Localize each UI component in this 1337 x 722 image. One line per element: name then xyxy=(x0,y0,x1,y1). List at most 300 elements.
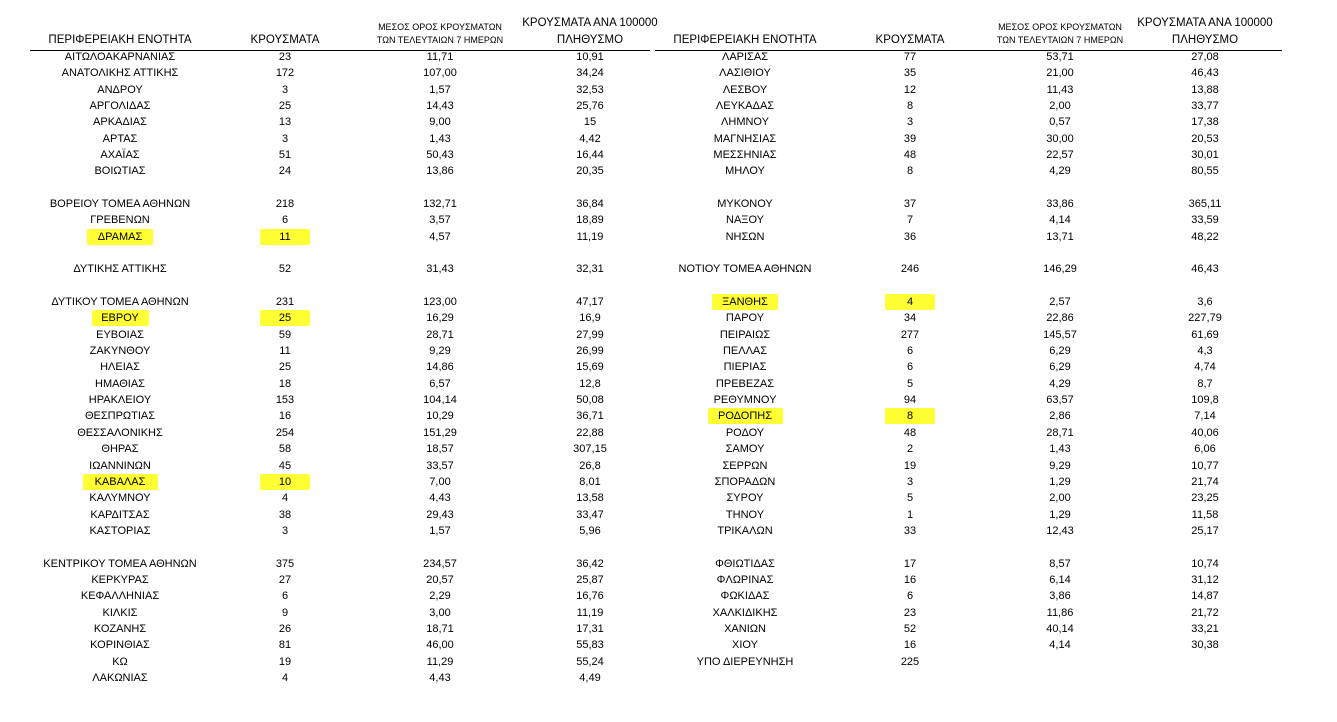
cell-region xyxy=(655,408,835,424)
table-row xyxy=(655,458,1295,474)
cases-value: 11 xyxy=(279,230,291,243)
cell-avg xyxy=(360,310,520,326)
cell-per100k xyxy=(520,65,660,81)
table-row xyxy=(30,376,670,392)
cases-value: 6 xyxy=(906,345,914,358)
table-row xyxy=(30,196,670,212)
region-value: ΚΕΡΚΥΡΑΣ xyxy=(91,573,149,586)
cell-per100k xyxy=(1130,196,1280,212)
cases-value: 218 xyxy=(275,198,295,211)
table-row-spacer xyxy=(655,278,1295,294)
header-region: ΠΕΡΙΦΕΡΕΙΑΚΗ ΕΝΟΤΗΤΑ xyxy=(48,34,192,46)
cell-per100k xyxy=(520,327,660,343)
per100k-value: 47,17 xyxy=(576,296,604,309)
cases-value: 94 xyxy=(903,394,917,407)
cell-per100k xyxy=(1130,637,1280,653)
avg-value: 11,86 xyxy=(1046,606,1074,619)
avg-value: 4,14 xyxy=(1049,639,1071,652)
cell-per100k xyxy=(1130,229,1280,245)
avg-value: 7,00 xyxy=(429,475,451,488)
header-region: ΠΕΡΙΦΕΡΕΙΑΚΗ ΕΝΟΤΗΤΑ xyxy=(673,34,817,46)
region-value: ΠΕΙΡΑΙΩΣ xyxy=(719,328,771,341)
cell-cases xyxy=(220,392,350,408)
region-value: ΤΡΙΚΑΛΩΝ xyxy=(717,524,773,537)
cell-cases xyxy=(220,637,350,653)
avg-value: 13,86 xyxy=(426,165,454,178)
cell-region xyxy=(655,637,835,653)
cell-per100k xyxy=(520,654,660,670)
cell-avg xyxy=(980,98,1140,114)
per100k-value: 48,22 xyxy=(1191,230,1219,243)
cases-value: 38 xyxy=(278,508,292,521)
region-value: ΜΥΚΟΝΟΥ xyxy=(717,198,773,211)
per100k-value: 26,99 xyxy=(576,345,604,358)
region-value: ΑΡΓΟΛΙΔΑΣ xyxy=(89,100,151,113)
cell-cases xyxy=(845,637,975,653)
table-row xyxy=(30,588,670,604)
per100k-value: 27,99 xyxy=(576,328,604,341)
cell-avg xyxy=(980,507,1140,523)
cell-cases xyxy=(845,556,975,572)
region-value: ΜΕΣΣΗΝΙΑΣ xyxy=(713,149,777,162)
region-value: ΛΗΜΝΟΥ xyxy=(721,116,769,129)
cell-region xyxy=(655,278,835,294)
cell-avg xyxy=(360,180,520,196)
cell-per100k xyxy=(520,458,660,474)
cell-region xyxy=(30,343,210,359)
cell-region xyxy=(655,147,835,163)
table-row xyxy=(655,376,1295,392)
cell-per100k xyxy=(1130,98,1280,114)
cell-cases xyxy=(220,147,350,163)
cell-cases xyxy=(845,114,975,130)
cell-avg xyxy=(980,654,1140,670)
table-row xyxy=(30,359,670,375)
cell-avg xyxy=(360,343,520,359)
cell-avg xyxy=(360,294,520,310)
cell-per100k xyxy=(1130,310,1280,326)
table-row xyxy=(655,310,1295,326)
cell-region xyxy=(655,196,835,212)
cell-region xyxy=(655,212,835,228)
cell-per100k xyxy=(520,408,660,424)
cell-avg xyxy=(360,441,520,457)
cases-value: 35 xyxy=(903,67,917,80)
cell-cases xyxy=(220,507,350,523)
avg-value: 4,29 xyxy=(1049,377,1071,390)
cell-avg xyxy=(980,621,1140,637)
cell-avg xyxy=(980,65,1140,81)
cell-avg xyxy=(980,212,1140,228)
cases-value: 81 xyxy=(278,639,292,652)
table-row xyxy=(30,98,670,114)
cell-avg xyxy=(980,147,1140,163)
per100k-value: 12,8 xyxy=(579,377,601,390)
cell-region xyxy=(655,343,835,359)
region-value: ΛΑΡΙΣΑΣ xyxy=(721,51,768,63)
cell-per100k xyxy=(520,474,660,490)
per100k-value: 16,9 xyxy=(579,312,601,325)
header-per100k-line2: ΠΛΗΘΥΣΜΟ xyxy=(1171,34,1239,46)
cell-cases xyxy=(845,147,975,163)
cell-per100k xyxy=(1130,163,1280,179)
cell-cases xyxy=(220,441,350,457)
cell-avg xyxy=(360,147,520,163)
table-row xyxy=(655,82,1295,98)
cell-region xyxy=(655,98,835,114)
cell-avg xyxy=(360,490,520,506)
cell-region xyxy=(30,196,210,212)
avg-value: 50,43 xyxy=(426,149,454,162)
cell-avg xyxy=(360,392,520,408)
region-value: ΚΙΛΚΙΣ xyxy=(102,606,138,619)
avg-value: 1,29 xyxy=(1049,475,1071,488)
cell-per100k xyxy=(520,180,660,196)
region-value: ΧΙΟΥ xyxy=(732,639,758,652)
cases-value: 8 xyxy=(906,165,914,178)
cell-cases xyxy=(220,588,350,604)
cell-avg xyxy=(980,294,1140,310)
cell-avg xyxy=(980,180,1140,196)
cell-avg xyxy=(980,359,1140,375)
cell-cases xyxy=(845,163,975,179)
avg-value: 2,86 xyxy=(1049,410,1071,423)
cell-region xyxy=(655,261,835,277)
cell-avg xyxy=(360,621,520,637)
region-value: ΚΑΒΑΛΑΣ xyxy=(94,475,146,488)
avg-value: 16,29 xyxy=(426,312,454,325)
cell-avg xyxy=(360,408,520,424)
cell-region xyxy=(30,310,210,326)
per100k-value: 8,01 xyxy=(579,475,601,488)
region-value: ΚΩ xyxy=(112,655,128,668)
cell-cases xyxy=(220,82,350,98)
region-value: ΦΩΚΙΔΑΣ xyxy=(720,590,770,603)
cell-per100k xyxy=(520,507,660,523)
cell-avg xyxy=(980,523,1140,539)
cell-region xyxy=(30,376,210,392)
per100k-value: 10,77 xyxy=(1191,459,1219,472)
table-row xyxy=(655,523,1295,539)
region-value: ΡΕΘΥΜΝΟΥ xyxy=(713,394,777,407)
cases-value: 231 xyxy=(275,296,295,309)
avg-value: 4,29 xyxy=(1049,165,1071,178)
cell-avg xyxy=(980,556,1140,572)
per100k-value: 30,38 xyxy=(1191,639,1219,652)
cell-avg xyxy=(360,474,520,490)
table-row-spacer xyxy=(655,539,1295,555)
cell-region xyxy=(30,147,210,163)
cell-per100k xyxy=(520,343,660,359)
cell-region xyxy=(655,327,835,343)
cell-per100k xyxy=(1130,49,1280,65)
cell-cases xyxy=(845,359,975,375)
region-value: ΠΡΕΒΕΖΑΣ xyxy=(715,377,775,390)
cell-per100k xyxy=(1130,327,1280,343)
cell-avg xyxy=(980,637,1140,653)
cell-cases xyxy=(845,458,975,474)
cell-cases xyxy=(220,605,350,621)
per100k-value: 36,42 xyxy=(576,557,604,570)
per100k-value: 15 xyxy=(583,116,597,129)
cases-value: 10 xyxy=(278,475,292,488)
region-value: ΚΕΦΑΛΛΗΝΙΑΣ xyxy=(80,590,160,603)
cell-region xyxy=(30,245,210,261)
cell-cases xyxy=(220,474,350,490)
per100k-value: 55,24 xyxy=(576,655,604,668)
cell-cases xyxy=(845,49,975,65)
cell-cases xyxy=(220,556,350,572)
cell-region xyxy=(655,131,835,147)
table-row xyxy=(30,310,670,326)
cases-value: 3 xyxy=(281,83,289,96)
cell-cases xyxy=(845,82,975,98)
avg-value: 6,29 xyxy=(1049,345,1071,358)
table-row xyxy=(655,637,1295,653)
per100k-value: 25,76 xyxy=(576,100,604,113)
cell-region xyxy=(30,441,210,457)
region-value: ΛΕΥΚΑΔΑΣ xyxy=(715,100,775,113)
cases-value: 3 xyxy=(281,132,289,145)
cell-avg xyxy=(360,523,520,539)
avg-value: 6,14 xyxy=(1049,573,1071,586)
table-row xyxy=(655,425,1295,441)
cases-value: 39 xyxy=(903,132,917,145)
cell-cases xyxy=(220,229,350,245)
per100k-value: 36,84 xyxy=(576,198,604,211)
table-row xyxy=(655,588,1295,604)
cases-value: 23 xyxy=(278,51,292,63)
cases-value: 11 xyxy=(279,345,291,358)
cell-per100k xyxy=(520,163,660,179)
region-value: ΣΠΟΡΑΔΩΝ xyxy=(714,475,776,488)
avg-value: 234,57 xyxy=(423,557,457,570)
cell-cases xyxy=(845,212,975,228)
cell-per100k xyxy=(520,82,660,98)
region-value: ΑΝΑΤΟΛΙΚΗΣ ΑΤΤΙΚΗΣ xyxy=(61,67,179,80)
cell-region xyxy=(655,163,835,179)
cell-per100k xyxy=(520,539,660,555)
cell-region xyxy=(655,114,835,130)
per100k-value: 109,8 xyxy=(1191,394,1219,407)
region-value: ΚΑΛΥΜΝΟΥ xyxy=(89,492,151,505)
cell-region xyxy=(30,229,210,245)
cell-region xyxy=(30,212,210,228)
cases-value: 172 xyxy=(275,67,295,80)
cell-avg xyxy=(360,637,520,653)
cell-per100k xyxy=(1130,261,1280,277)
avg-value: 3,00 xyxy=(429,606,451,619)
table-row xyxy=(30,49,670,65)
cell-cases xyxy=(220,278,350,294)
cell-region xyxy=(30,425,210,441)
avg-value: 107,00 xyxy=(423,67,457,80)
cell-region xyxy=(30,654,210,670)
cell-region xyxy=(30,507,210,523)
cell-region xyxy=(30,670,210,686)
cell-avg xyxy=(980,327,1140,343)
avg-value: 22,57 xyxy=(1046,149,1074,162)
cell-avg xyxy=(360,670,520,686)
cell-region xyxy=(30,65,210,81)
region-value: ΦΘΙΩΤΙΔΑΣ xyxy=(715,557,775,570)
cases-value: 3 xyxy=(906,116,914,129)
per100k-value: 15,69 xyxy=(576,361,604,374)
cases-value: 45 xyxy=(278,459,292,472)
cell-avg xyxy=(980,310,1140,326)
cell-per100k xyxy=(520,359,660,375)
header-cases: ΚΡΟΥΣΜΑΤΑ xyxy=(250,34,320,46)
table-row-spacer xyxy=(30,245,670,261)
per100k-value: 33,77 xyxy=(1191,100,1219,113)
cell-avg xyxy=(980,229,1140,245)
avg-value: 40,14 xyxy=(1046,622,1074,635)
cases-value: 9 xyxy=(281,606,289,619)
region-value: ΚΟΡΙΝΘΙΑΣ xyxy=(90,639,150,652)
cell-avg xyxy=(360,654,520,670)
table-row xyxy=(30,474,670,490)
region-value: ΤΗΝΟΥ xyxy=(725,508,765,521)
cell-cases xyxy=(220,65,350,81)
cell-region xyxy=(655,441,835,457)
avg-value: 2,00 xyxy=(1049,492,1071,505)
avg-value: 4,14 xyxy=(1049,214,1071,227)
per100k-value: 32,53 xyxy=(576,83,604,96)
cell-per100k xyxy=(520,605,660,621)
header-avg-line1: ΜΕΣΟΣ ΟΡΟΣ ΚΡΟΥΣΜΑΤΩΝ xyxy=(378,22,502,32)
cell-cases xyxy=(220,49,350,65)
region-value: ΗΜΑΘΙΑΣ xyxy=(95,377,145,390)
cell-region xyxy=(655,539,835,555)
cell-cases xyxy=(845,507,975,523)
table-row xyxy=(655,507,1295,523)
cell-per100k xyxy=(1130,539,1280,555)
cases-value: 27 xyxy=(278,573,292,586)
cell-cases xyxy=(845,392,975,408)
cell-cases xyxy=(220,621,350,637)
region-value: ΘΗΡΑΣ xyxy=(101,443,139,456)
cell-per100k xyxy=(520,49,660,65)
cell-per100k xyxy=(1130,278,1280,294)
avg-value: 11,43 xyxy=(1046,83,1074,96)
cell-avg xyxy=(980,539,1140,555)
avg-value: 33,86 xyxy=(1046,198,1074,211)
per100k-value: 3,6 xyxy=(1197,296,1213,309)
table-row xyxy=(30,523,670,539)
cell-cases xyxy=(845,245,975,261)
cell-region xyxy=(655,605,835,621)
per100k-value: 20,53 xyxy=(1191,132,1219,145)
cell-per100k xyxy=(520,621,660,637)
cases-value: 37 xyxy=(903,198,917,211)
region-value: ΛΑΚΩΝΙΑΣ xyxy=(92,671,148,684)
per100k-value: 11,58 xyxy=(1191,508,1219,521)
cell-region xyxy=(655,229,835,245)
region-value: ΧΑΛΚΙΔΙΚΗΣ xyxy=(712,606,778,619)
cell-region xyxy=(30,588,210,604)
table-row xyxy=(30,507,670,523)
region-value: ΘΕΣΣΑΛΟΝΙΚΗΣ xyxy=(77,426,163,439)
cell-region xyxy=(30,474,210,490)
per100k-value: 18,89 xyxy=(576,214,604,227)
per100k-value: 25,17 xyxy=(1191,524,1219,537)
cell-region xyxy=(30,539,210,555)
per100k-value: 61,69 xyxy=(1191,328,1219,341)
table-row xyxy=(30,605,670,621)
cell-cases xyxy=(220,163,350,179)
cell-avg xyxy=(360,49,520,65)
cases-value: 51 xyxy=(278,149,292,162)
cases-value: 16 xyxy=(903,639,917,652)
cell-cases xyxy=(845,261,975,277)
avg-value: 18,57 xyxy=(426,443,454,456)
region-value: ΗΛΕΙΑΣ xyxy=(100,361,140,374)
region-value: ΡΟΔΟΥ xyxy=(725,426,765,439)
cell-region xyxy=(655,294,835,310)
cell-per100k xyxy=(520,425,660,441)
cell-per100k xyxy=(1130,408,1280,424)
cell-cases xyxy=(220,114,350,130)
table-row xyxy=(30,147,670,163)
cell-cases xyxy=(220,245,350,261)
cell-cases xyxy=(845,474,975,490)
cell-cases xyxy=(220,572,350,588)
cell-per100k xyxy=(1130,523,1280,539)
header-per100k-line1: ΚΡΟΥΣΜΑΤΑ ΑΝΑ 100000 xyxy=(1137,17,1273,29)
cell-per100k xyxy=(520,114,660,130)
cell-cases xyxy=(220,131,350,147)
header-avg-line2: ΤΩΝ ΤΕΛΕΥΤΑΙΩΝ 7 ΗΜΕΡΩΝ xyxy=(376,35,504,45)
cell-cases xyxy=(220,261,350,277)
cell-avg xyxy=(360,278,520,294)
per100k-value: 10,74 xyxy=(1191,557,1219,570)
cell-cases xyxy=(845,196,975,212)
per100k-value: 365,11 xyxy=(1188,198,1222,211)
cell-avg xyxy=(980,588,1140,604)
cases-value: 17 xyxy=(903,557,917,570)
cell-per100k xyxy=(520,490,660,506)
cell-avg xyxy=(360,588,520,604)
cases-value: 4 xyxy=(281,671,289,684)
avg-value: 14,43 xyxy=(426,100,454,113)
region-value: ΥΠΟ ΔΙΕΡΕΥΝΗΣΗ xyxy=(696,655,794,668)
table-row xyxy=(655,49,1295,65)
cell-avg xyxy=(360,212,520,228)
table-row xyxy=(30,490,670,506)
table-row xyxy=(30,65,670,81)
cell-cases xyxy=(845,654,975,670)
cell-per100k xyxy=(520,441,660,457)
region-value: ΣΕΡΡΩΝ xyxy=(722,459,768,472)
cell-region xyxy=(655,49,835,65)
cell-avg xyxy=(360,163,520,179)
table-row xyxy=(30,261,670,277)
cell-avg xyxy=(980,196,1140,212)
cases-value: 1 xyxy=(906,508,914,521)
header-cases: ΚΡΟΥΣΜΑΤΑ xyxy=(875,34,945,46)
cell-avg xyxy=(360,261,520,277)
cell-cases xyxy=(845,294,975,310)
per100k-value: 17,31 xyxy=(576,622,604,635)
cell-avg xyxy=(980,441,1140,457)
avg-value: 1,29 xyxy=(1049,508,1071,521)
cases-value: 58 xyxy=(278,443,292,456)
cell-per100k xyxy=(520,212,660,228)
cases-value: 6 xyxy=(906,590,914,603)
cell-region xyxy=(30,278,210,294)
avg-value: 33,57 xyxy=(426,459,454,472)
table-row xyxy=(655,196,1295,212)
